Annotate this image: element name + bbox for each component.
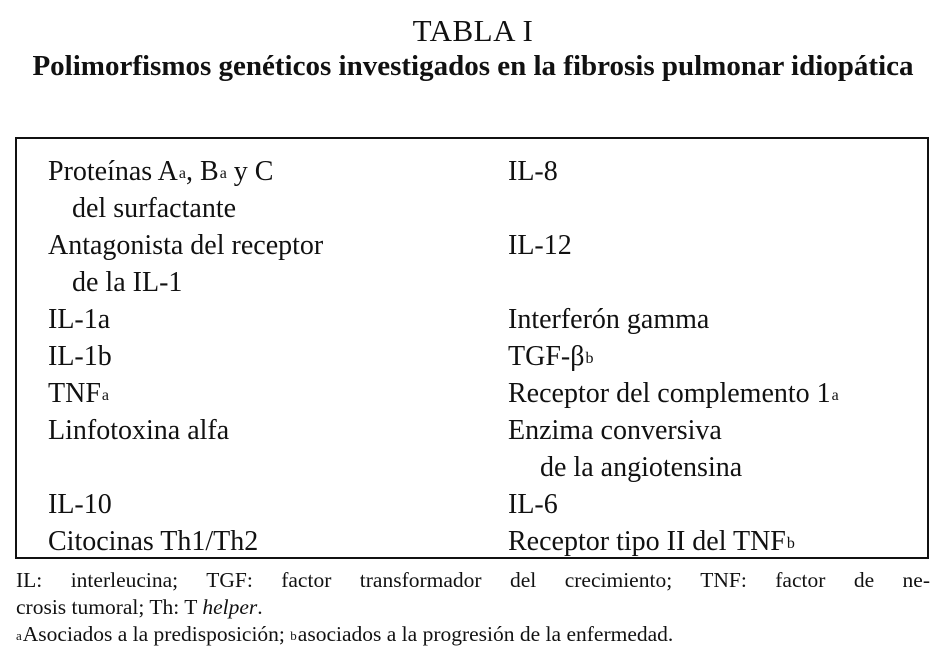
cell-text: IL-1a [48, 304, 111, 335]
footnote-abbreviations-line2 [16, 594, 930, 621]
table-cell [508, 338, 918, 375]
footnote-text: Asociados a la predisposición; [22, 622, 291, 646]
table-cell [508, 227, 918, 264]
superscript-b: b [585, 350, 594, 367]
superscript-a: a [178, 165, 186, 182]
superscript-b: b [786, 535, 795, 552]
cell-text: IL-10 [48, 489, 112, 520]
table-caption: Polimorfismos genéticos investigados en la fibrosis pulmonar idiopática [32, 50, 914, 82]
table-cell-empty [48, 449, 488, 486]
table-cell [508, 523, 918, 560]
cell-text: y C [226, 156, 274, 187]
right-column [508, 153, 918, 560]
left-column [48, 153, 488, 560]
superscript-a: a [219, 165, 227, 182]
cell-text: IL-12 [508, 230, 572, 261]
cell-text: Receptor tipo II del TNF [508, 526, 786, 557]
table-cell [508, 486, 918, 523]
cell-text-continuation: de la IL-1 [72, 267, 183, 298]
table-cell [508, 153, 918, 190]
footnote-text: crosis tumoral; Th: T [16, 595, 203, 619]
table-cell-empty [508, 264, 918, 301]
cell-text: Interferón gamma [508, 304, 710, 335]
table-cell [48, 301, 488, 338]
cell-text: Proteínas A [48, 156, 178, 187]
table-cell [48, 375, 488, 412]
table-footnotes [16, 567, 930, 648]
table-cell [48, 338, 488, 375]
cell-text: Receptor del complemento 1 [508, 378, 831, 409]
cell-text-continuation: de la angiotensina [540, 452, 743, 483]
cell-text: , B [186, 156, 219, 187]
table-cell [48, 523, 488, 560]
superscript-a: a [101, 387, 110, 404]
table-cell [48, 153, 488, 227]
table-cell [508, 301, 918, 338]
superscript-b: b [290, 628, 297, 643]
footnote-abbreviations-line1: IL: interleucina; TGF: factor transformador del crecimiento; TNF: factor de ne- [16, 568, 930, 592]
table-cell [48, 412, 488, 449]
cell-text: Citocinas Th1/Th2 [48, 526, 259, 557]
table-cell [48, 227, 488, 301]
table-cell-empty [508, 190, 918, 227]
footnote-text: . [257, 595, 263, 619]
footnote-italic-text: helper [202, 595, 258, 619]
table-title-block [0, 14, 946, 84]
table-cell [508, 412, 918, 486]
table-number: TABLA I [412, 13, 534, 48]
table-cell [508, 375, 918, 412]
cell-text: IL-6 [508, 489, 558, 520]
cell-text: Antagonista del receptor [48, 230, 324, 261]
footnote-notes [16, 621, 930, 648]
table-frame [15, 137, 929, 559]
table-cell [48, 486, 488, 523]
cell-text: TGF-β [508, 341, 585, 372]
footnote-text: asociados a la progresión de la enfermedad. [297, 622, 674, 646]
cell-text: IL-8 [508, 156, 558, 187]
superscript-a: a [831, 387, 839, 404]
cell-text-continuation: del surfactante [72, 193, 237, 224]
superscript-a: a [16, 628, 22, 643]
cell-text: IL-1b [48, 341, 112, 372]
cell-text: TNF [48, 378, 101, 409]
cell-text: Linfotoxina alfa [48, 415, 230, 446]
cell-text: Enzima conversiva [508, 415, 722, 446]
